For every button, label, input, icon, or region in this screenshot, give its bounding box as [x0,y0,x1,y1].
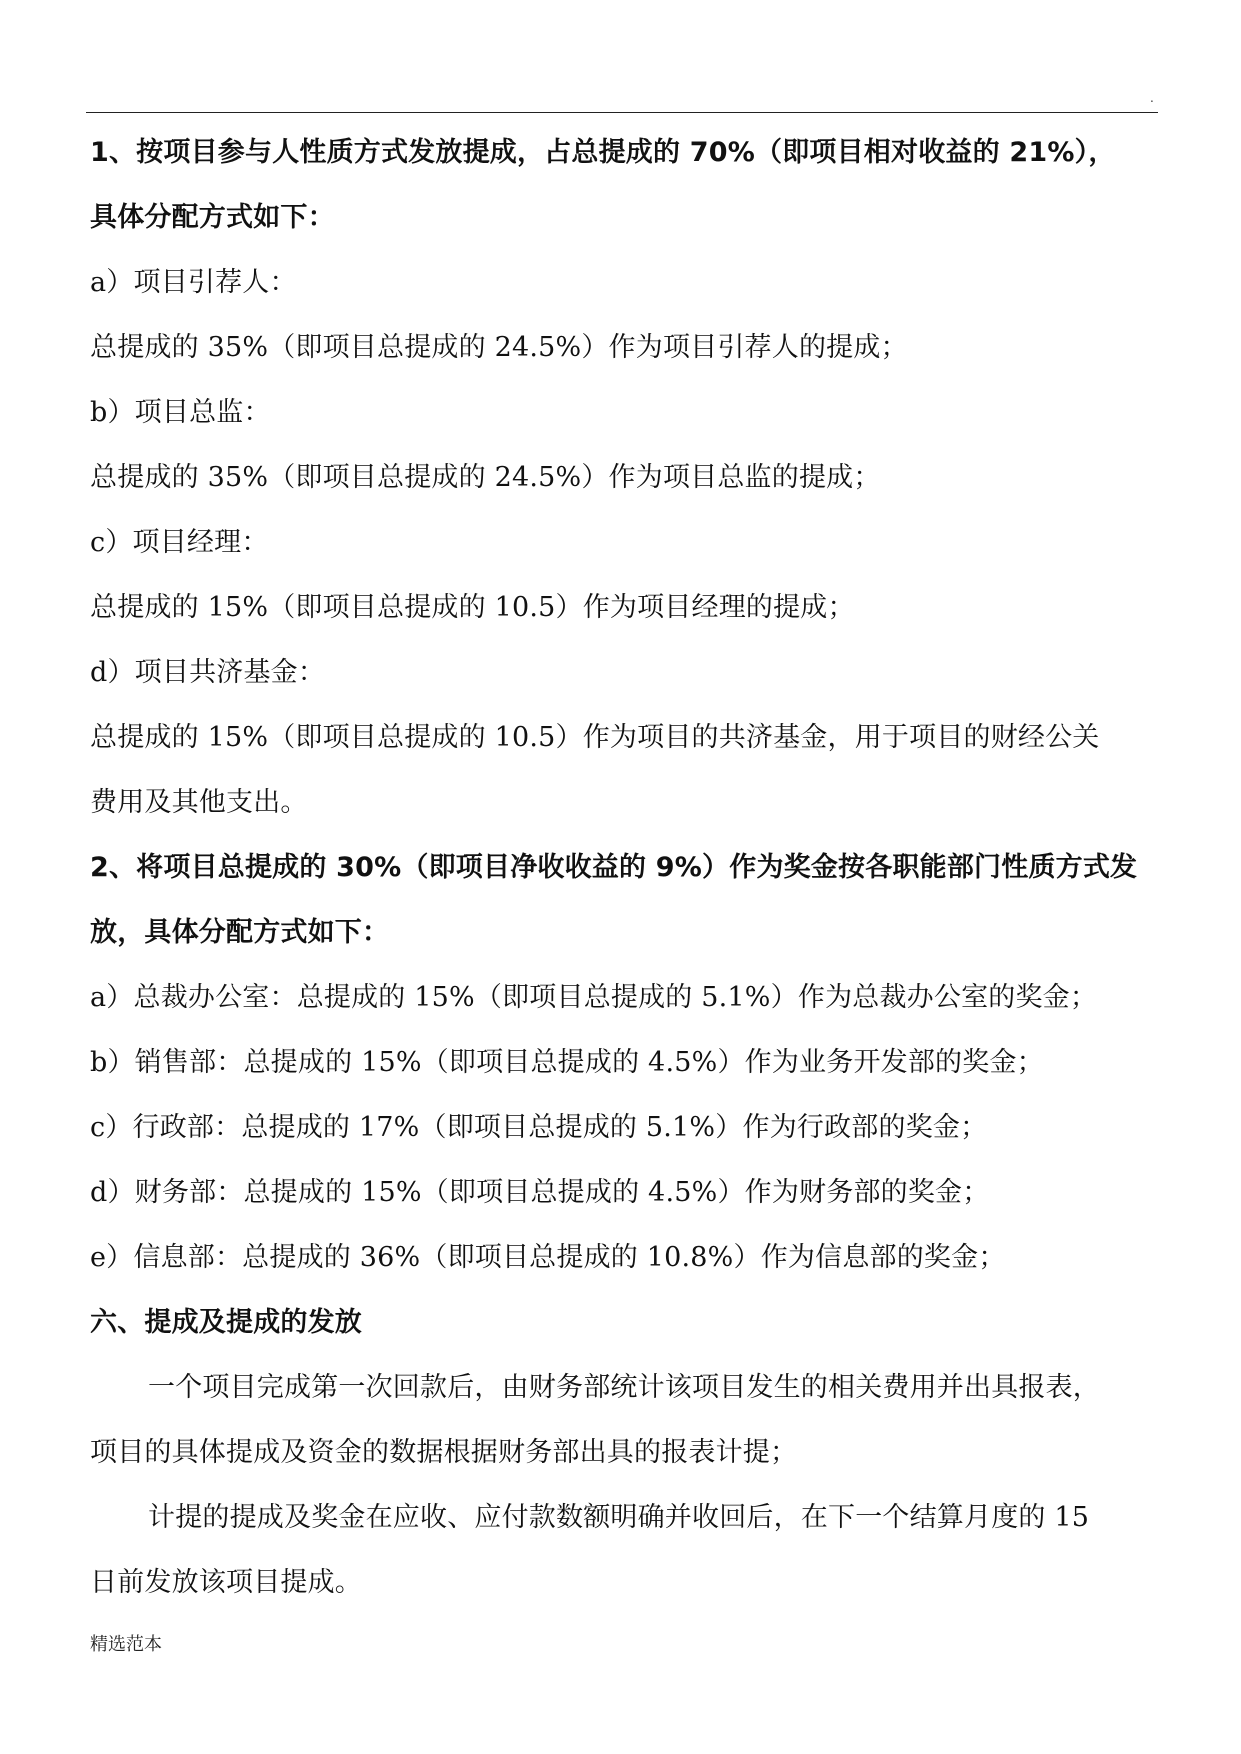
item-text-b: 总提成的 35%（即项目总提成的 24.5%）作为项目总监的提成； [90,462,881,493]
item-text-c: 总提成的 15%（即项目总提成的 10.5）作为项目经理的提成； [90,592,855,623]
header-rule [86,112,1158,113]
paragraph-2-cont: 日前发放该项目提成。 [90,1567,362,1598]
section-heading-1-cont: 具体分配方式如下： [90,202,335,233]
paragraph-2: 计提的提成及奖金在应收、应付款数额明确并收回后，在下一个结算月度的 15 [148,1502,1090,1533]
dept-item-d: d）财务部：总提成的 15%（即项目总提成的 4.5%）作为财务部的奖金； [90,1177,990,1208]
item-label-d: d）项目共济基金： [90,657,326,688]
page-footer: 精选范本 [90,1634,162,1655]
document-body [90,120,1160,1615]
dept-item-b: b）销售部：总提成的 15%（即项目总提成的 4.5%）作为业务开发部的奖金； [90,1047,1044,1078]
section-heading-1: 1、按项目参与人性质方式发放提成，占总提成的 70%（即项目相对收益的 21%）， [90,137,1116,168]
dept-item-c: c）行政部：总提成的 17%（即项目总提成的 5.1%）作为行政部的奖金； [90,1112,988,1143]
item-label-c: c）项目经理： [90,527,269,558]
section-heading-2: 2、将项目总提成的 30%（即项目净收收益的 9%）作为奖金按各职能部门性质方式发 [90,852,1138,883]
item-label-b: b）项目总监： [90,397,271,428]
dept-item-e: e）信息部：总提成的 36%（即项目总提成的 10.8%）作为信息部的奖金； [90,1242,1006,1273]
section-heading-2-cont: 放，具体分配方式如下： [90,917,390,948]
dept-item-a: a）总裁办公室：总提成的 15%（即项目总提成的 5.1%）作为总裁办公室的奖金； [90,982,1098,1013]
item-text-d-cont: 费用及其他支出。 [90,787,308,818]
section-heading-6: 六、提成及提成的发放 [90,1307,362,1338]
paragraph-1-cont: 项目的具体提成及资金的数据根据财务部出具的报表计提； [90,1437,798,1468]
item-label-a: a）项目引荐人： [90,267,297,298]
item-text-d: 总提成的 15%（即项目总提成的 10.5）作为项目的共济基金，用于项目的财经公关 [90,722,1100,753]
header-mark: . [1150,91,1154,105]
paragraph-1: 一个项目完成第一次回款后，由财务部统计该项目发生的相关费用并出具报表， [148,1372,1100,1403]
item-text-a: 总提成的 35%（即项目总提成的 24.5%）作为项目引荐人的提成； [90,332,908,363]
